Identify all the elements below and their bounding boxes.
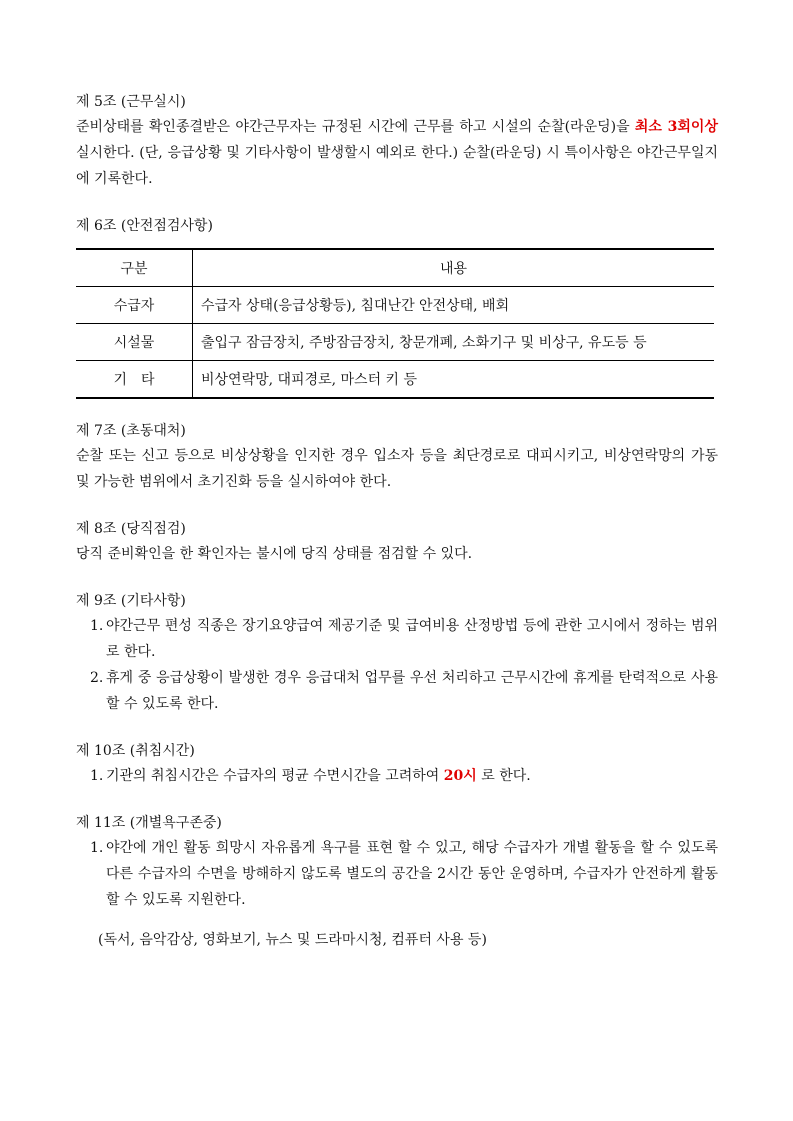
safety-check-table xyxy=(76,248,714,399)
article-11-note: (독서, 음악감상, 영화보기, 뉴스 및 드라마시청, 컴퓨터 사용 등) xyxy=(98,932,487,948)
list-item xyxy=(76,665,718,717)
article-5-title: 제 5조 (근무실시) xyxy=(76,94,186,110)
article-7-title: 제 7조 (초동대처) xyxy=(76,423,186,439)
article-10-text-a: 기관의 취침시간은 수급자의 평균 수면시간을 고려하여 xyxy=(106,768,444,784)
article-5-body xyxy=(76,114,718,192)
list-item xyxy=(76,613,718,665)
list-item xyxy=(76,763,718,789)
table-header-content: 내용 xyxy=(439,261,468,277)
bedtime-emphasis: 20시 xyxy=(443,768,477,784)
article-7-body: 순찰 또는 신고 등으로 비상상황을 인지한 경우 입소자 등을 최단경로로 대피시키고, 비상연락망의 가동 및 가능한 범위에서 초기진화 등을 실시하여야 한다. xyxy=(76,448,718,490)
table-cell-category: 시설물 xyxy=(76,324,193,361)
table-cell-content: 출입구 잠금장치, 주방잠금장치, 창문개폐, 소화기구 및 비상구, 유도등 등 xyxy=(193,324,715,361)
table-cell-content: 비상연락망, 대피경로, 마스터 키 등 xyxy=(193,361,715,399)
article-10-text-b: 로 한다. xyxy=(476,768,531,784)
table-row xyxy=(76,324,714,361)
list-item-text: 야간근무 편성 직종은 장기요양급여 제공기준 및 급여비용 산정방법 등에 관한 고시에서 정하는 범위로 한다. xyxy=(106,618,718,660)
article-8-title: 제 8조 (당직점검) xyxy=(76,521,186,537)
article-11-list xyxy=(76,835,718,913)
article-5-text-b: 실시한다. (단, 응급상황 및 기타사항이 발생할시 예외로 한다.) 순찰(라운딩) 시 특이사항은 야간근무일지에 기록한다. xyxy=(76,145,718,187)
article-9-title: 제 9조 (기타사항) xyxy=(76,593,186,609)
list-item xyxy=(76,835,718,913)
article-5-text-a: 준비상태를 확인종결받은 야간근무자는 규정된 시간에 근무를 하고 시설의 순찰(라운딩)을 xyxy=(76,119,635,135)
article-10-list xyxy=(76,763,718,789)
table-header-row xyxy=(76,249,714,287)
table-cell-content: 수급자 상태(응급상황등), 침대난간 안전상태, 배회 xyxy=(193,287,715,324)
table-header-category: 구분 xyxy=(76,249,193,287)
table-cell-category: 수급자 xyxy=(76,287,193,324)
list-item-text: 야간에 개인 활동 희망시 자유롭게 욕구를 표현 할 수 있고, 해당 수급자가 개별 활동을 할 수 있도록 다른 수급자의 수면을 방해하지 않도록 별도의 공간을 2시간 동안 운영하며, 수급자가 안전하게 활동 할 수 있도록 지원한다. xyxy=(106,840,718,908)
list-item-number: 1. xyxy=(90,618,104,634)
article-6-title: 제 6조 (안전점검사항) xyxy=(76,218,213,234)
article-8-body: 당직 준비확인을 한 확인자는 불시에 당직 상태를 점검할 수 있다. xyxy=(76,546,473,562)
article-10-title: 제 10조 (취침시간) xyxy=(76,743,195,759)
table-row xyxy=(76,361,714,399)
table-row xyxy=(76,287,714,324)
article-9-list xyxy=(76,613,718,717)
list-item-text: 휴게 중 응급상황이 발생한 경우 응급대처 업무를 우선 처리하고 근무시간에 휴게를 탄력적으로 사용할 수 있도록 한다. xyxy=(106,670,718,712)
table-cell-category: 기 타 xyxy=(76,361,193,399)
list-item-number: 1. xyxy=(90,840,104,856)
list-item-number: 2. xyxy=(90,670,104,686)
article-5-emphasis: 최소 3회이상 xyxy=(634,119,718,135)
list-item-number: 1. xyxy=(90,768,104,784)
article-11-title: 제 11조 (개별욕구존중) xyxy=(76,815,222,831)
